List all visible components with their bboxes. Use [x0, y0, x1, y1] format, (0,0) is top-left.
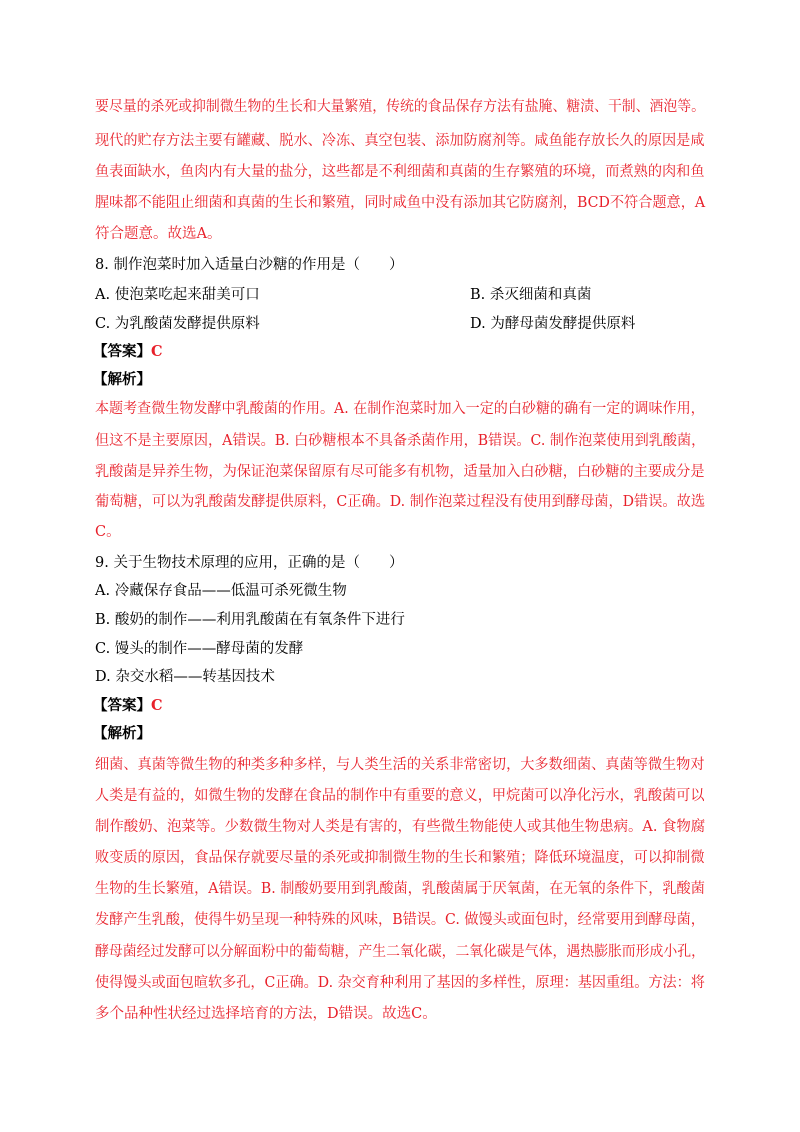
- q7-explanation-line-1: 要尽量的杀死或抑制微生物的生长和大量繁殖，传统的食品保存方法有盐腌、糖渍、干制、酒泡等。: [95, 99, 705, 115]
- q8-option-d: D. 为酵母菌发酵提供原料: [470, 316, 636, 332]
- q8-option-c: C. 为乳酸菌发酵提供原料: [95, 316, 260, 332]
- q8-stem: 8. 制作泡菜时加入适量白沙糖的作用是（ ）: [95, 257, 404, 273]
- q9-option-c: C. 馒头的制作——酵母菌的发酵: [95, 641, 304, 657]
- q8-options-row-1: [95, 285, 592, 305]
- q9-explanation-line-1: 细菌、真菌等微生物的种类多种多样，与人类生活的关系非常密切，大多数细菌、真菌等微生物对: [95, 757, 705, 773]
- q9-stem: 9. 关于生物技术原理的应用，正确的是（ ）: [95, 555, 404, 571]
- q8-answer: [93, 342, 163, 362]
- q9-answer-value: C: [151, 697, 163, 714]
- q8-answer-label: 【答案】: [93, 343, 151, 360]
- q9-option-d: D. 杂交水稻——转基因技术: [95, 669, 275, 685]
- q8-explanation-line-4: 葡萄糖，可以为乳酸菌发酵提供原料，C正确。D. 制作泡菜过程没有使用到酵母菌，D错误。故选: [95, 494, 706, 510]
- q9-explanation-line-8: 使得馒头或面包暄软多孔，C正确。D. 杂交育种利用了基因的多样性，原理：基因重组。方法：将: [95, 975, 705, 991]
- q9-answer-label: 【答案】: [93, 697, 151, 714]
- q9-option-a: A. 冷藏保存食品——低温可杀死微生物: [95, 583, 347, 599]
- q8-explanation-line-1: 本题考查微生物发酵中乳酸菌的作用。A. 在制作泡菜时加入一定的白砂糖的确有一定的调味作用，: [95, 401, 705, 417]
- q9-explanation-line-3: 制作酸奶、泡菜等。少数微生物对人类是有害的，有些微生物能使人或其他生物患病。A. 食物腐: [95, 819, 706, 835]
- q8-explanation-line-2: 但这不是主要原因，A错误。B. 白砂糖根本不具备杀菌作用，B错误。C. 制作泡菜使用到乳酸菌，: [95, 433, 706, 449]
- q8-explanation-line-3: 乳酸菌是异养生物，为保证泡菜保留原有尽可能多有机物，适量加入白砂糖，白砂糖的主要成分是: [95, 464, 705, 480]
- q8-option-b: B. 杀灭细菌和真菌: [470, 287, 592, 303]
- q9-explanation-line-4: 败变质的原因，食品保存就要尽量的杀死或抑制微生物的生长和繁殖；降低环境温度，可以抑制微: [95, 850, 705, 866]
- q7-explanation-line-2: 现代的贮存方法主要有罐藏、脱水、冷冻、真空包装、添加防腐剂等。咸鱼能存放长久的原因是咸: [95, 133, 705, 149]
- q8-analysis-label: 【解析】: [93, 371, 151, 388]
- q8-explanation-line-5: C。: [95, 524, 121, 540]
- q8-answer-value: C: [151, 343, 163, 360]
- q9-analysis-label: 【解析】: [93, 725, 151, 742]
- q7-explanation-line-5: 符合题意。故选A。: [95, 226, 222, 242]
- q9-explanation-line-9: 多个品种性状经过选择培育的方法，D错误。故选C。: [95, 1006, 437, 1022]
- q9-answer: [93, 696, 163, 716]
- q9-option-b: B. 酸奶的制作——利用乳酸菌在有氧条件下进行: [95, 612, 405, 628]
- q7-explanation-line-3: 鱼表面缺水，鱼肉内有大量的盐分，这些都是不利细菌和真菌的生存繁殖的环境，而煮熟的肉和鱼: [95, 164, 705, 180]
- q8-option-a: A. 使泡菜吃起来甜美可口: [95, 287, 260, 303]
- q9-explanation-line-2: 人类是有益的，如微生物的发酵在食品的制作中有重要的意义，甲烷菌可以净化污水，乳酸菌可以: [95, 788, 705, 804]
- q9-explanation-line-7: 酵母菌经过发酵可以分解面粉中的葡萄糖，产生二氧化碳，二氧化碳是气体，遇热膨胀而形成小孔，: [95, 944, 705, 960]
- q8-options-row-2: [95, 314, 636, 334]
- q9-explanation-line-5: 生物的生长繁殖，A错误。B. 制酸奶要用到乳酸菌，乳酸菌属于厌氧菌，在无氧的条件下，乳酸菌: [95, 881, 705, 897]
- q9-explanation-line-6: 发酵产生乳酸，使得牛奶呈现一种特殊的风味，B错误。C. 做馒头或面包时，经常要用到酵母菌，: [95, 912, 705, 928]
- q7-explanation-line-4: 腥味都不能阻止细菌和真菌的生长和繁殖，同时咸鱼中没有添加其它防腐剂，BCD不符合题意，A: [95, 195, 706, 211]
